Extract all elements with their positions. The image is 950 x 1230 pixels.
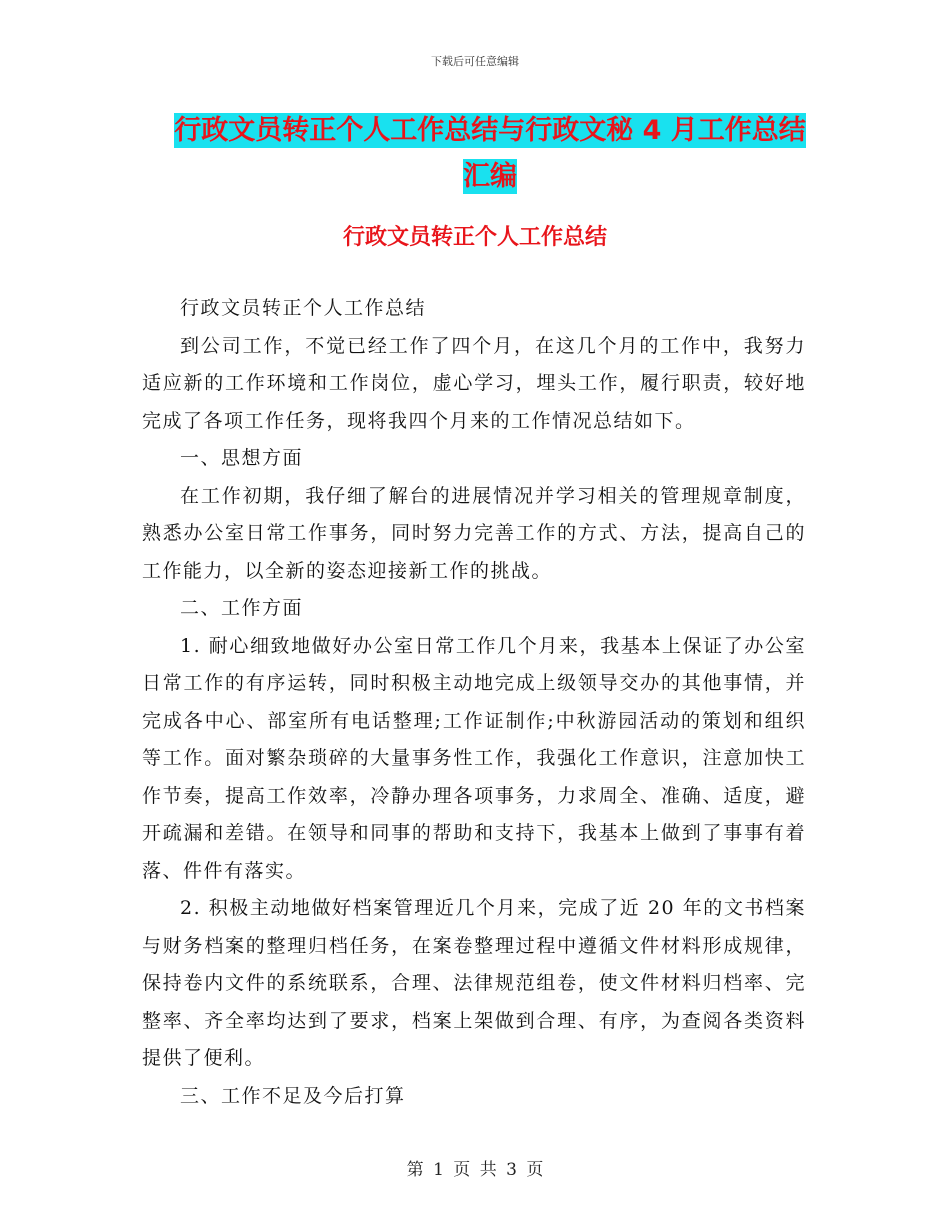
page-header-note: 下载后可任意编辑	[431, 55, 519, 68]
section-title: 行政文员转正个人工作总结	[342, 225, 607, 250]
paragraph-thinking: 在工作初期，我仔细了解台的进展情况并学习相关的管理规章制度，熟悉办公室日常工作事务，同时努力完善工作的方式、方法，提高自己的工作能力，以全新的姿态迎接新工作的挑战。	[142, 484, 806, 582]
page-number-footer: 第 1 页 共 3 页	[406, 1160, 544, 1180]
paragraph-work-1: 1. 耐心细致地做好办公室日常工作几个月来，我基本上保证了办公室日常工作的有序运转，同时积极主动地完成上级领导交办的其他事情，并完成各中心、部室所有电话整理;工作证制作;中秋游园活动的策划和组织等工作。面对繁杂琐碎的大量事务性工作，我强化工作意识，注意加快工作节奏，提高工作效率，冷静办理各项事务，力求周全、准确、适度，避开疏漏和差错。在领导和同事的帮助和支持下，我基本上做到了事事有着落、件件有落实。	[142, 634, 806, 882]
heading-work: 二、工作方面	[180, 597, 304, 619]
document-title-line-2: 汇编	[463, 161, 517, 192]
paragraph-intro: 到公司工作，不觉已经工作了四个月，在这几个月的工作中，我努力适应新的工作环境和工作岗位，虚心学习，埋头工作，履行职责，较好地完成了各项工作任务，现将我四个月来的工作情况总结如下。	[142, 334, 806, 432]
heading-thinking: 一、思想方面	[180, 447, 304, 469]
paragraph-work-2: 2. 积极主动地做好档案管理近几个月来，完成了近 20 年的文书档案与财务档案的整理归档任务，在案卷整理过程中遵循文件材料形成规律，保持卷内文件的系统联系，合理、法律规范组卷，使文件材料归档率、完整率、齐全率均达到了要求，档案上架做到合理、有序，为查阅各类资料提供了便利。	[142, 897, 806, 1069]
heading-shortcomings: 三、工作不足及今后打算	[180, 1084, 406, 1107]
document-body	[142, 290, 806, 1115]
document-title-line-1: 行政文员转正个人工作总结与行政文秘 4 月工作总结	[174, 115, 806, 146]
document-title	[140, 108, 840, 200]
paragraph-subtitle: 行政文员转正个人工作总结	[180, 297, 427, 319]
